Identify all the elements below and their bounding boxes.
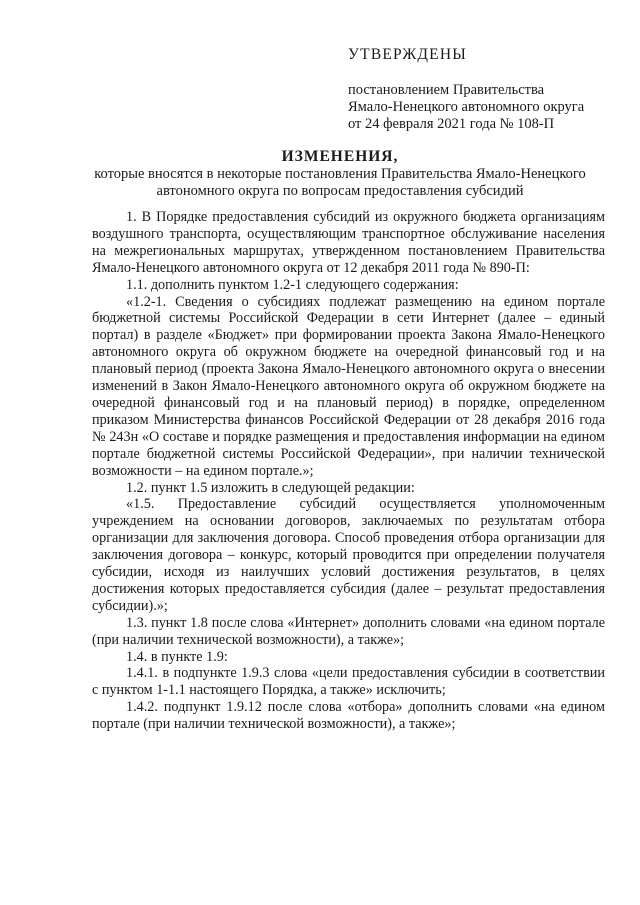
paragraph-item-1-4: 1.4. в пункте 1.9: bbox=[126, 648, 228, 665]
document-subtitle-line: которые вносятся в некоторые постановления Правительства Ямало-Ненецкого bbox=[94, 166, 586, 182]
paragraph-item-1-4-2: 1.4.2. подпункт 1.9.12 после слова «отбора» дополнить словами «на едином портале (при наличии технической возможности), а также»; bbox=[92, 699, 605, 733]
document-heading bbox=[80, 147, 600, 200]
paragraph-item-1: 1. В Порядке предоставления субсидий из окружного бюджета организациям воздушного транспорта, осуществляющим транспортное обслуживание населения на межрегиональных маршрутах, утвержденном постановлением Правительства Ямало-Ненецкого автономного округа от 12 декабря 2011 года № 890-П: bbox=[92, 209, 605, 276]
approval-block bbox=[348, 46, 628, 133]
paragraph-quote-1-2-1: «1.2-1. Сведения о субсидиях подлежат размещению на едином портале бюджетной системы Российской Федерации в сети Интернет (далее – единый портал) в разделе «Бюджет» при формировании проекта Закона Ямало-Ненецкого автономного округа об окружном бюджете на очередной финансовый год и на плановый период (проекта Закона Ямало-Ненецкого автономного округа о внесении изменений в Закон Ямало-Ненецкого автономного округа об окружном бюджете на очередной финансовый год и на плановый период) в порядке, определенном приказом Министерства финансов Российской Федерации от 28 декабря 2016 года № 243н «О составе и порядке размещения и предоставления информации на едином портале бюджетной системы Российской Федерации», при наличии технической возможности – на едином портале.»; bbox=[92, 293, 605, 479]
approval-line: от 24 февраля 2021 года № 108-П bbox=[348, 116, 555, 132]
approval-stamp: УТВЕРЖДЕНЫ bbox=[348, 46, 467, 63]
document-body bbox=[92, 209, 605, 733]
paragraph-item-1-4-1: 1.4.1. в подпункте 1.9.3 слова «цели предоставления субсидии в соответствии с пунктом 1-1.1 настоящего Порядка, а также» исключить; bbox=[92, 665, 605, 699]
approval-line: постановлением Правительства bbox=[348, 82, 545, 98]
document-subtitle-line: автономного округа по вопросам предоставления субсидий bbox=[156, 183, 524, 199]
approval-line: Ямало-Ненецкого автономного округа bbox=[348, 99, 585, 115]
document-title: ИЗМЕНЕНИЯ, bbox=[281, 148, 399, 165]
paragraph-item-1-1: 1.1. дополнить пунктом 1.2-1 следующего содержания: bbox=[126, 276, 459, 293]
paragraph-quote-1-5: «1.5. Предоставление субсидий осуществляется уполномоченным учреждением на основании договоров, заключаемых по результатам отбора организации для заключения договора. Способ проведения отбора организации для заключения договора – конкурс, который проводится при определении получателя субсидии, исходя из наилучших условий достижения результатов, в целях достижения которых предоставляется субсидия (далее – результат предоставления субсидии).»; bbox=[92, 496, 605, 614]
paragraph-item-1-2: 1.2. пункт 1.5 изложить в следующей редакции: bbox=[126, 479, 415, 496]
paragraph-item-1-3: 1.3. пункт 1.8 после слова «Интернет» дополнить словами «на едином портале (при наличии технической возможности), а также»; bbox=[92, 614, 605, 648]
